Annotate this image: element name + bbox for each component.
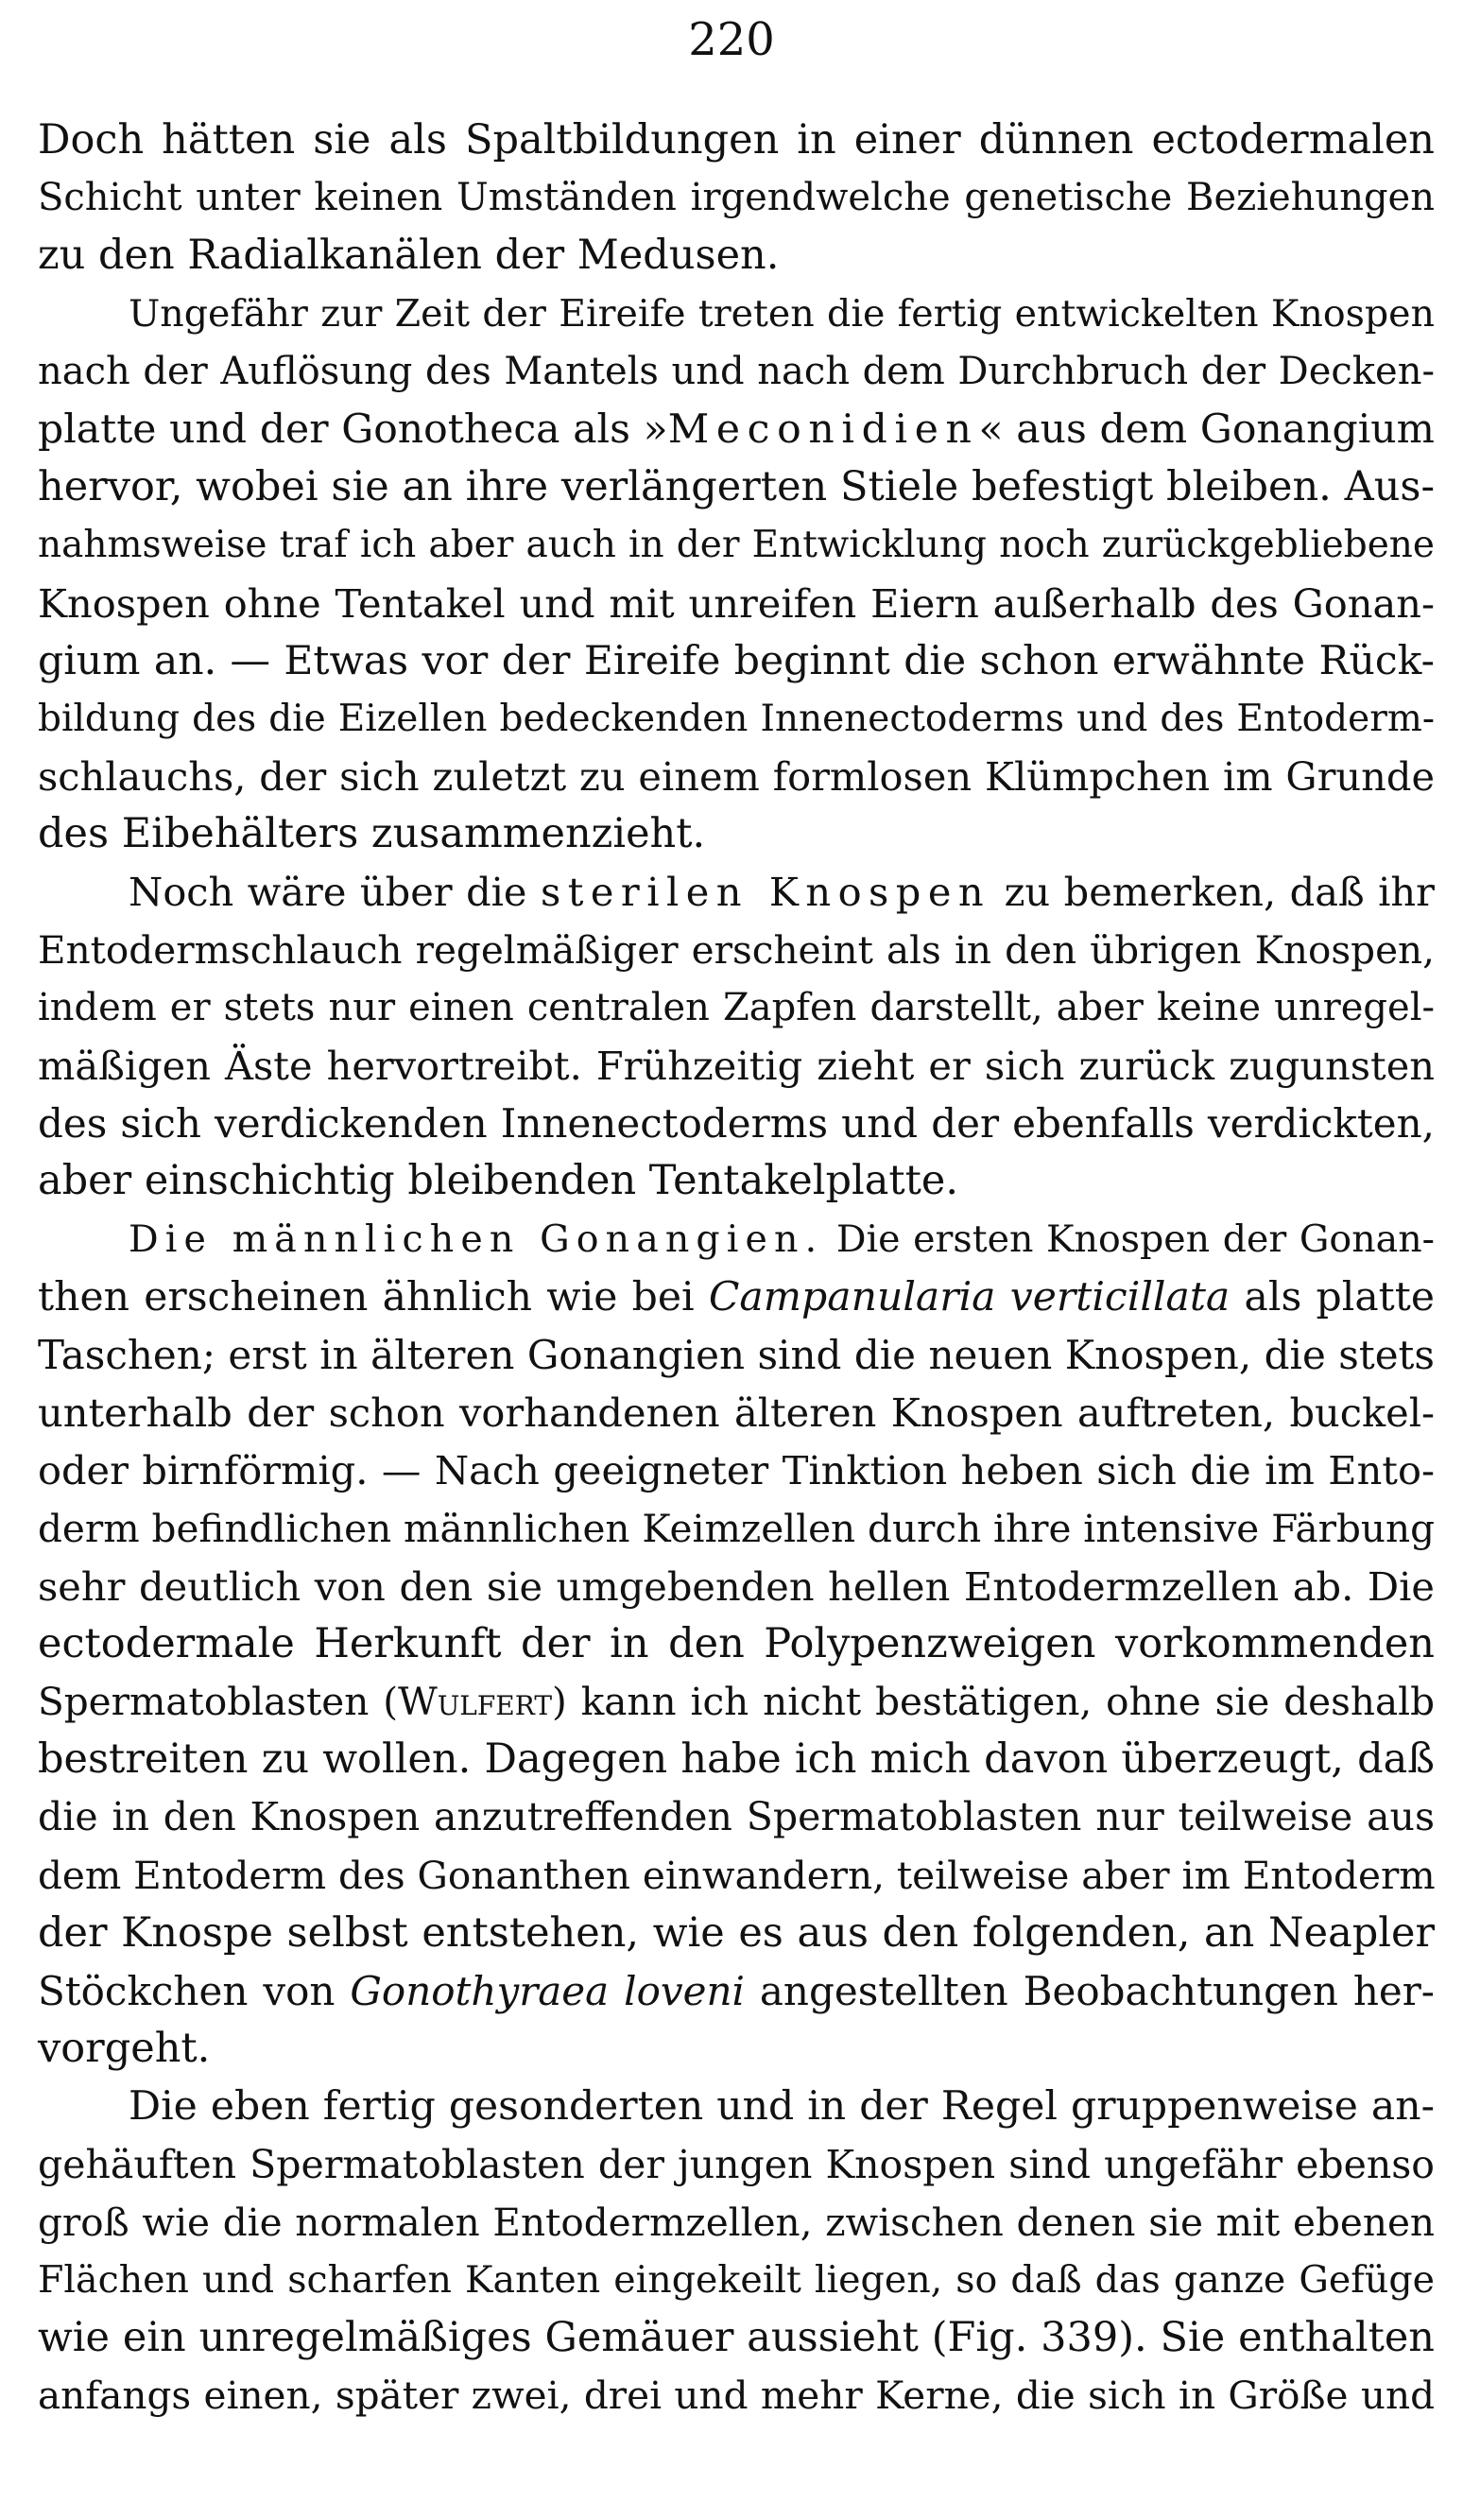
text-line: sehr deutlich von den sie umgebenden hellen Entodermzellen ab. Die	[38, 1562, 1435, 1610]
text-line: des Eibehälters zusammenzieht.	[38, 810, 706, 858]
text-line: aber einschichtig bleibenden Tentakelplatte.	[38, 1157, 959, 1205]
text-line: schlauchs, der sich zuletzt zu einem formlosen Klümpchen im Grunde	[38, 753, 1435, 801]
text-line: Flächen und scharfen Kanten eingekeilt liegen, so daß das ganze Gefüge	[38, 2257, 1435, 2302]
text-line: Schicht unter keinen Umständen irgendwelche genetische Beziehungen	[38, 176, 1435, 220]
text-line: vorgeht.	[38, 2025, 211, 2073]
text-line: indem er stets nur einen centralen Zapfen darstellt, aber keine unregel-	[38, 985, 1435, 1029]
text-line: then erscheinen ähnlich wie bei Campanularia verticillata als platte	[38, 1273, 1435, 1320]
page-number: 220	[688, 13, 775, 66]
text-line: unterhalb der schon vorhandenen älteren Knospen auftreten, buckel-	[38, 1389, 1435, 1437]
text-line: ectodermale Herkunft der in den Polypenzweigen vorkommenden	[38, 1619, 1435, 1667]
text-line: gehäuften Spermatoblasten der jungen Knospen sind ungefähr ebenso	[38, 2141, 1435, 2187]
text-line: zu den Radialkanälen der Medusen.	[38, 232, 780, 280]
text-line: hervor, wobei sie an ihre verlängerten Stiele befestigt bleiben. Aus-	[38, 463, 1435, 511]
text-line: nach der Auflösung des Mantels und nach dem Durchbruch der Decken-	[38, 349, 1435, 393]
paragraph-start-line: Noch wäre über die sterilen Knospen zu bemerken, daß ihr	[129, 869, 1435, 916]
text-line: nahmsweise traf ich aber auch in der Entwicklung noch zurückgebliebene	[38, 524, 1435, 567]
text-line: wie ein unregelmäßiges Gemäuer aussieht (Fig. 339). Sie enthalten	[38, 2314, 1435, 2362]
text-line: dem Entoderm des Gonanthen einwandern, teilweise aber im Entoderm	[38, 1852, 1436, 1898]
text-line: Spermatoblasten (Wulfert) kann ich nicht bestätigen, ohne sie deshalb	[38, 1679, 1436, 1725]
text-line: Entodermschlauch regelmäßiger erscheint als in den übrigen Knospen,	[38, 926, 1435, 973]
text-line: bestreiten zu wollen. Dagegen habe ich mich davon überzeugt, daß	[38, 1735, 1435, 1784]
species-name: Gonothyraea loveni	[350, 1968, 745, 2014]
text-line: mäßigen Äste hervortreibt. Frühzeitig zieht er sich zurück zugunsten	[38, 1043, 1435, 1089]
section-heading: Die männlichen Gonangien.	[129, 1217, 824, 1261]
text-line: derm befindlichen männlichen Keimzellen durch ihre intensive Färbung	[38, 1505, 1435, 1551]
text-line: platte und der Gonotheca als »Meconidien« aus dem Gonangium	[38, 406, 1435, 453]
paragraph-start-line: Die eben fertig gesonderten und in der Regel gruppenweise an-	[129, 2083, 1435, 2131]
text-line: Taschen; erst in älteren Gonangien sind die neuen Knospen, die stets	[38, 1331, 1435, 1378]
body-text	[38, 112, 1435, 2425]
text-line: des sich verdickenden Innenectoderms und der ebenfalls verdickten,	[38, 1100, 1435, 1148]
text-line: die in den Knospen anzutreffenden Spermatoblasten nur teilweise aus	[38, 1794, 1435, 1840]
spaced-term: sterilen Knospen	[540, 869, 991, 916]
text-line: oder birnförmig. — Nach geeigneter Tinktion heben sich die im Ento-	[38, 1447, 1435, 1494]
section-heading-line: Die männlichen Gonangien. Die ersten Knospen der Gonan-	[129, 1217, 1435, 1261]
paragraph-start-line: Ungefähr zur Zeit der Eireife treten die fertig entwickelten Knospen	[129, 291, 1435, 336]
text-line: anfangs einen, später zwei, drei und mehr Kerne, die sich in Größe und	[38, 2373, 1435, 2419]
spaced-term: Meconidien	[667, 406, 979, 453]
text-line: Doch hätten sie als Spaltbildungen in einer dünnen ectodermalen	[38, 116, 1435, 164]
author-name: Wulfert	[398, 1679, 553, 1725]
text-line: Knospen ohne Tentakel und mit unreifen Eiern außerhalb des Gonan-	[38, 579, 1435, 627]
text-line: bildung des die Eizellen bedeckenden Innenectoderms und des Entoderm-	[38, 697, 1435, 740]
text-line: groß wie die normalen Entodermzellen, zwischen denen sie mit ebenen	[38, 2199, 1435, 2245]
text-line: der Knospe selbst entstehen, wie es aus den folgenden, an Neapler	[38, 1908, 1435, 1957]
text-line: Stöckchen von Gonothyraea loveni angestellten Beobachtungen her-	[38, 1968, 1435, 2014]
species-name: Campanularia verticillata	[708, 1273, 1231, 1320]
text-line: gium an. — Etwas vor der Eireife beginnt die schon erwähnte Rück-	[38, 637, 1435, 684]
